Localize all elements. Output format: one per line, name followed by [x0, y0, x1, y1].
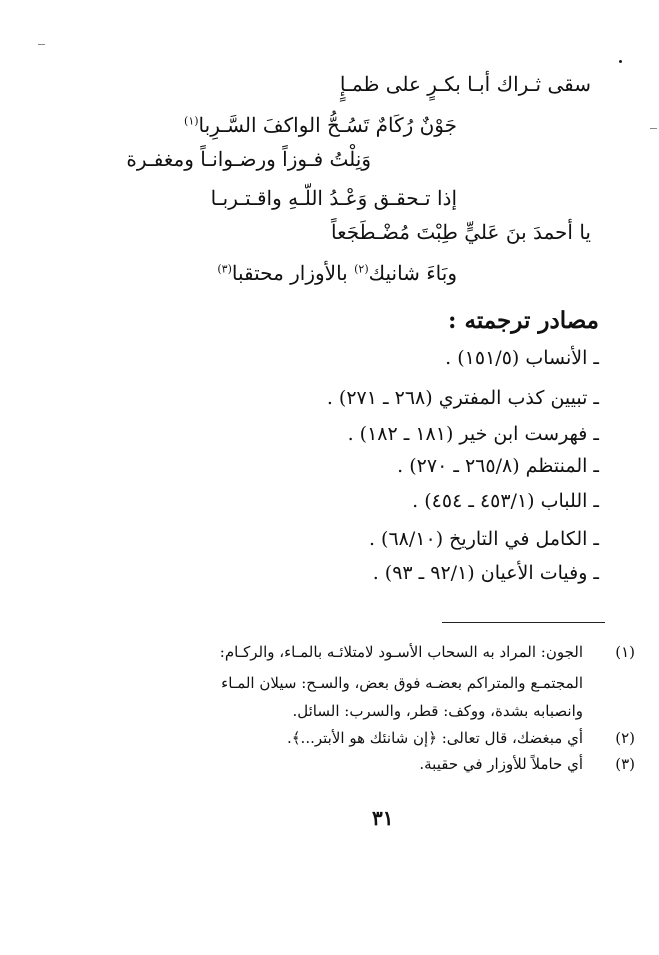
source-item: ـ فهرست ابن خير (١٨١ ـ ١٨٢) .: [347, 423, 599, 445]
poem-line-6a-text: وبَاءَ شانيك: [368, 261, 457, 285]
footnote-ref-3: (٣): [217, 262, 232, 276]
footnote-ref-1: (١): [184, 114, 199, 128]
footnote-1-line-3: وانصبابه بشدة، ووكف: قطر، والسرب: السائل.: [292, 702, 583, 720]
poem-line-1: سقى ثـراك أبـا بكـرٍ على ظمـإٍ: [339, 72, 591, 96]
poem-line-2: [184, 113, 457, 137]
poem-line-3: وَنِلْتُ فـوزاً ورضـوانـاً ومغفـرة: [126, 147, 371, 171]
poem-line-6: [217, 261, 457, 285]
footnote-separator: [442, 622, 605, 623]
source-item: ـ الكامل في التاريخ (٦٨/١٠) .: [368, 528, 599, 550]
footnote-3-text: أي حاملاً للأوزار في حقيبة.: [419, 755, 583, 773]
scan-speck: [619, 60, 622, 63]
footnote-3-number: (٣): [615, 755, 635, 773]
poem-line-6b-text: بالأوزار محتقبا: [231, 261, 348, 285]
page-number: ٣١: [372, 806, 394, 830]
footnote-2-text: أي مبغضك، قال تعالى: ﴿إن شانئك هو الأبتر...﴾.: [287, 729, 583, 747]
footnote-1-number: (١): [615, 643, 635, 661]
scan-mark: [38, 44, 45, 45]
source-item: ـ تبيين كذب المفتري (٢٦٨ ـ ٢٧١) .: [326, 387, 599, 409]
footnote-1-line-2: المجتمـع والمتراكم بعضـه فوق بعض، والسـح: سيلان المـاء: [221, 674, 583, 692]
source-item: ـ المنتظم (٢٦٥/٨ ـ ٢٧٠) .: [397, 455, 599, 477]
poem-line-5: يا أحمدَ بنَ عَليٍّ طِبْتَ مُضْـطَجَعاً: [330, 220, 591, 244]
footnote-ref-2: (٢): [354, 262, 369, 276]
source-item: ـ الأنساب (١٥١/٥) .: [445, 347, 599, 369]
source-item: ـ وفيات الأعيان (٩٢/١ ـ ٩٣) .: [372, 562, 599, 584]
poem-line-2-text: جَوْنٌ رُكَامٌ تَسُـحُّ الواكفَ السَّـرِبا: [198, 113, 457, 137]
scan-mark: [650, 128, 657, 129]
footnote-2-number: (٢): [615, 729, 635, 747]
source-item: ـ اللباب (٤٥٣/١ ـ ٤٥٤) .: [412, 490, 599, 512]
sources-heading: مصادر ترجمته :: [447, 307, 599, 334]
poem-line-4: إذا تـحقـق وَعْـدُ اللّـهِ واقـتـربـا: [210, 186, 457, 210]
footnote-1-line-1: الجون: المراد به السحاب الأسـود لامتلائـه بالمـاء، والركـام:: [219, 643, 583, 661]
